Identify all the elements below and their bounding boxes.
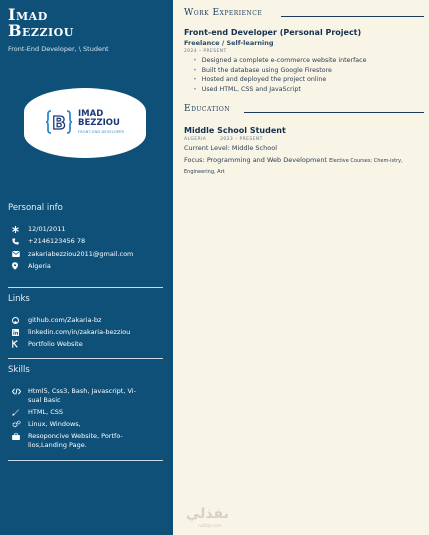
gears-icon (12, 420, 28, 428)
briefcase-icon (12, 432, 28, 440)
job-organization: Freelance / Self-learning (184, 39, 274, 47)
resume-name (8, 7, 74, 39)
github-item (12, 316, 101, 325)
education-title: Middle School Student (184, 126, 286, 135)
github-icon (12, 316, 28, 324)
skill-markup: HTML, CSS (28, 408, 64, 416)
logo-letter: B (52, 113, 66, 134)
job-bullet: • Used HTML, CSS and JavaScript (193, 85, 366, 95)
personal-info-heading: Personal info (8, 203, 63, 213)
skill-item (12, 408, 63, 417)
skill-projects: Resoponcive Website, Portfo- lios,Landing Page. (28, 432, 123, 449)
skill-item (12, 432, 123, 449)
education-electives: Elective Courses: Chem-istry, Engineering, Art (184, 158, 403, 175)
job-bullet: • Built the database using Google Firestore (193, 66, 366, 76)
phone-item (12, 237, 85, 246)
job-bullet: • Hosted and deployed the project online (193, 75, 366, 85)
job-title: Front-end Developer (Personal Project) (184, 28, 362, 37)
job-bullet: • Designed a complete e-commerce website interface (193, 56, 366, 66)
code-icon (12, 387, 28, 395)
education-date: 2023 – PRESENT (220, 137, 263, 142)
job-date: 2024 – PRESENT (184, 49, 227, 54)
education-focus (184, 155, 424, 177)
location-item (12, 262, 51, 271)
logo-tagline: FRONT-END DEVELOPER (78, 130, 125, 134)
skills-heading: Skills (8, 365, 30, 375)
education-level: Current Level: Middle School (184, 144, 278, 152)
birthday-text: 12/01/2011 (28, 225, 66, 233)
main-content (173, 0, 429, 535)
email-icon (12, 250, 28, 258)
watermark-url: nafzly.com (198, 524, 222, 529)
sidebar (0, 0, 173, 535)
skill-os: Linux, Windows, (28, 420, 81, 428)
divider (8, 460, 163, 461)
job-bullets (193, 56, 366, 94)
education-heading: Education (184, 104, 231, 114)
divider (8, 287, 163, 288)
github-link[interactable]: github.com/Zakaria-bz (28, 316, 102, 324)
links-heading: Links (8, 294, 30, 304)
location-icon (12, 262, 28, 270)
portfolio-item (12, 340, 83, 349)
education-location: ALGERIA (184, 137, 207, 142)
birthday-item (12, 225, 65, 234)
logo-b-icon (46, 108, 72, 136)
logo-line2: BEZZIOU (78, 118, 120, 128)
portfolio-link[interactable]: Portfolio Website (28, 340, 83, 348)
last-name: Bezziou (8, 21, 74, 40)
work-experience-heading: Work Experience (184, 8, 263, 18)
email-link[interactable]: zakariabezziou2011@gmail.com (28, 250, 134, 258)
profile-logo (24, 88, 146, 158)
skill-item (12, 387, 136, 404)
heading-rule (281, 16, 424, 17)
logo-line1: IMAD (78, 109, 104, 119)
first-name: Imad (8, 5, 48, 24)
logo-wordmark (78, 110, 120, 128)
phone-link[interactable]: +2146123456 78 (28, 237, 86, 245)
watermark-logo: نفذلي (186, 506, 229, 522)
education-meta (184, 137, 275, 142)
job-subtitle: Front-End Developer, \ Student (8, 45, 109, 53)
divider (8, 358, 163, 359)
linkedin-item (12, 328, 130, 337)
linkedin-link[interactable]: linkedin.com/in/zakaria-bezziou (28, 328, 131, 336)
linkedin-icon (12, 328, 28, 336)
email-item (12, 250, 133, 259)
birthday-icon (12, 225, 28, 233)
phone-icon (12, 237, 28, 245)
skill-languages: Html5, Css3, Bash, Javascript, Vi- sual Basic (28, 387, 136, 404)
skill-item (12, 420, 81, 429)
brush-icon (12, 408, 28, 416)
portfolio-icon (12, 340, 28, 348)
heading-rule (244, 112, 424, 113)
education-focus-text: Focus: Programming and Web Development (184, 156, 327, 164)
location-text: Algeria (28, 262, 51, 270)
